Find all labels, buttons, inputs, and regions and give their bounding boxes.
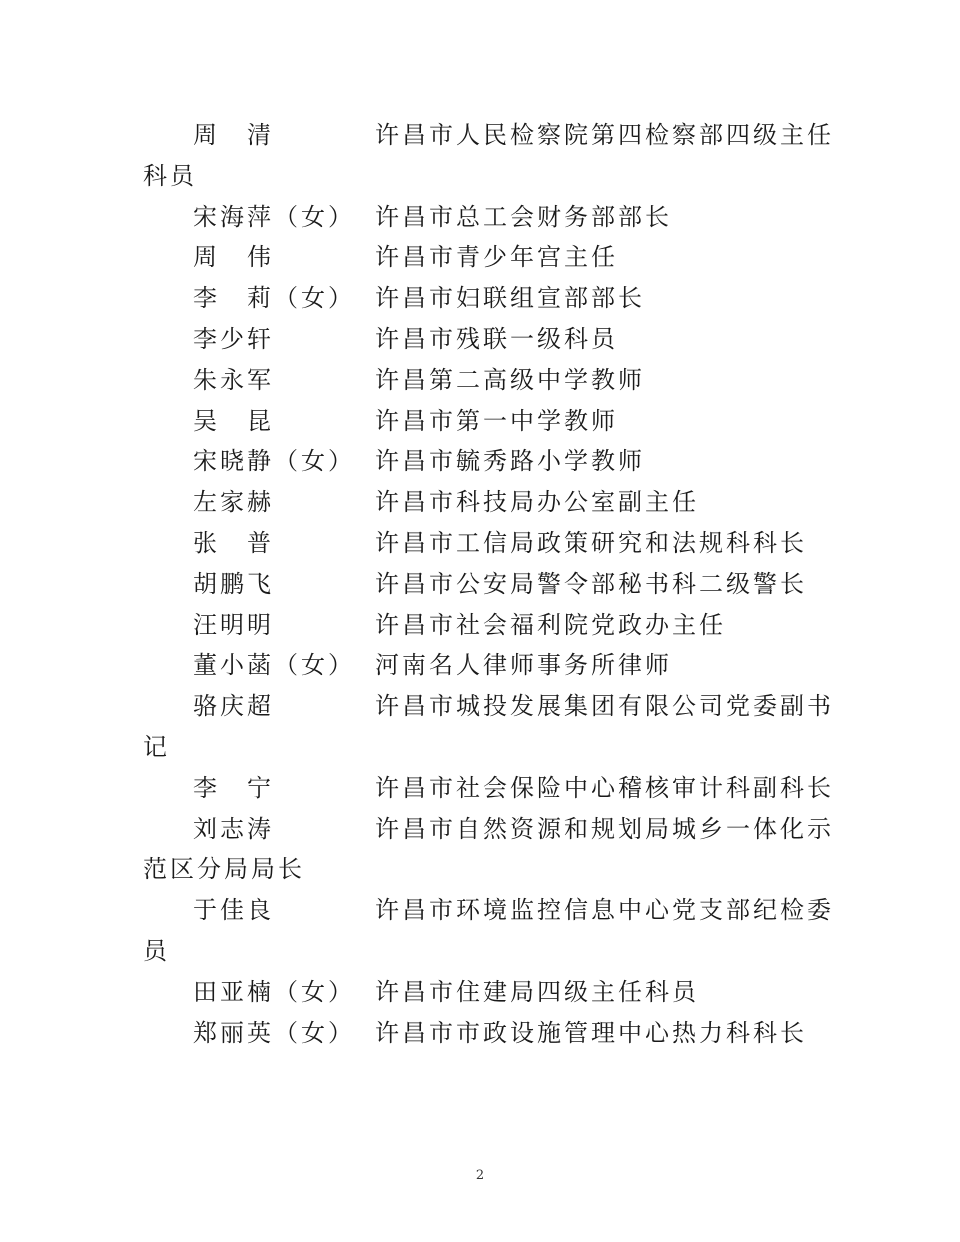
person-name: 汪明明 xyxy=(193,610,274,639)
work-unit: 许昌市市政设施管理中心热力科科长 xyxy=(375,1018,807,1047)
entry-row xyxy=(143,645,823,686)
work-unit: 许昌第二高级中学教师 xyxy=(375,365,645,394)
list-entry xyxy=(143,197,823,238)
work-unit: 许昌市第一中学教师 xyxy=(375,406,618,435)
list-entry xyxy=(143,1013,823,1054)
entry-row xyxy=(143,809,834,850)
person-name: 刘志涛 xyxy=(193,814,274,843)
list-entry xyxy=(143,686,834,768)
work-unit: 许昌市环境监控信息中心党支部纪检委 xyxy=(375,896,834,925)
entry-row xyxy=(143,686,834,727)
entry-row xyxy=(143,482,823,523)
entry-row xyxy=(143,115,834,156)
person-name: 张 普 xyxy=(193,528,274,557)
person-name: 李少轩 xyxy=(193,324,274,353)
person-name: 李 莉（女） xyxy=(193,284,355,313)
list-entry xyxy=(143,115,834,197)
work-unit: 许昌市科技局办公室副主任 xyxy=(375,488,699,517)
list-entry xyxy=(143,482,823,523)
person-name: 骆庆超 xyxy=(193,692,274,721)
list-entry xyxy=(143,319,823,360)
entry-row xyxy=(143,768,834,809)
work-unit: 许昌市工信局政策研究和法规科科长 xyxy=(375,528,807,557)
entry-row xyxy=(143,319,823,360)
list-entry xyxy=(143,278,823,319)
list-entry xyxy=(143,360,823,401)
person-name: 周 伟 xyxy=(193,243,274,272)
person-name: 董小菡（女） xyxy=(193,651,355,680)
work-unit: 许昌市社会福利院党政办主任 xyxy=(375,610,726,639)
work-unit: 许昌市城投发展集团有限公司党委副书 xyxy=(375,692,834,721)
person-name: 田亚楠（女） xyxy=(193,977,355,1006)
list-entry xyxy=(143,401,823,442)
person-name: 于佳良 xyxy=(193,896,274,925)
work-unit-continuation: 范区分局局长 xyxy=(143,855,305,884)
person-name: 吴 昆 xyxy=(193,406,274,435)
work-unit: 许昌市毓秀路小学教师 xyxy=(375,447,645,476)
person-name: 宋晓静（女） xyxy=(193,447,355,476)
list-entry xyxy=(143,645,823,686)
list-entry xyxy=(143,768,834,809)
work-unit: 许昌市总工会财务部部长 xyxy=(375,202,672,231)
entry-row xyxy=(143,605,823,646)
work-unit: 许昌市青少年宫主任 xyxy=(375,243,618,272)
entry-row xyxy=(143,564,823,605)
list-entry xyxy=(143,890,834,972)
list-entry xyxy=(143,809,834,891)
work-unit: 许昌市妇联组宣部部长 xyxy=(375,284,645,313)
work-unit-continuation: 员 xyxy=(143,936,170,965)
person-name: 李 宁 xyxy=(193,773,274,802)
person-name: 郑丽英（女） xyxy=(193,1018,355,1047)
work-unit: 许昌市公安局警令部秘书科二级警长 xyxy=(375,569,807,598)
entry-row xyxy=(143,197,823,238)
entry-row xyxy=(143,890,834,931)
entry-row xyxy=(143,278,823,319)
entry-row xyxy=(143,401,823,442)
list-entry xyxy=(143,441,823,482)
work-unit: 许昌市自然资源和规划局城乡一体化示 xyxy=(375,814,834,843)
person-name: 宋海萍（女） xyxy=(193,202,355,231)
person-name: 周 清 xyxy=(193,121,274,149)
person-name: 胡鹏飞 xyxy=(193,569,274,598)
entry-row xyxy=(143,441,823,482)
entry-row xyxy=(143,972,823,1013)
entry-row xyxy=(143,360,823,401)
list-entry xyxy=(143,564,823,605)
work-unit-continuation: 记 xyxy=(143,732,170,761)
work-unit: 许昌市住建局四级主任科员 xyxy=(375,977,699,1006)
page-number: 2 xyxy=(475,1168,485,1183)
list-entry xyxy=(143,605,823,646)
work-unit: 许昌市残联一级科员 xyxy=(375,324,618,353)
commendation-list xyxy=(143,115,834,1053)
list-entry xyxy=(143,237,823,278)
entry-row xyxy=(143,237,823,278)
list-entry xyxy=(143,972,823,1013)
list-entry xyxy=(143,523,823,564)
work-unit: 许昌市人民检察院第四检察部四级主任 xyxy=(375,121,834,149)
work-unit-continuation: 科员 xyxy=(143,161,197,190)
entry-row xyxy=(143,1013,823,1054)
person-name: 朱永军 xyxy=(193,365,274,394)
work-unit: 许昌市社会保险中心稽核审计科副科长 xyxy=(375,773,834,802)
person-name: 左家赫 xyxy=(193,488,274,517)
work-unit: 河南名人律师事务所律师 xyxy=(375,651,672,680)
entry-row xyxy=(143,523,823,564)
